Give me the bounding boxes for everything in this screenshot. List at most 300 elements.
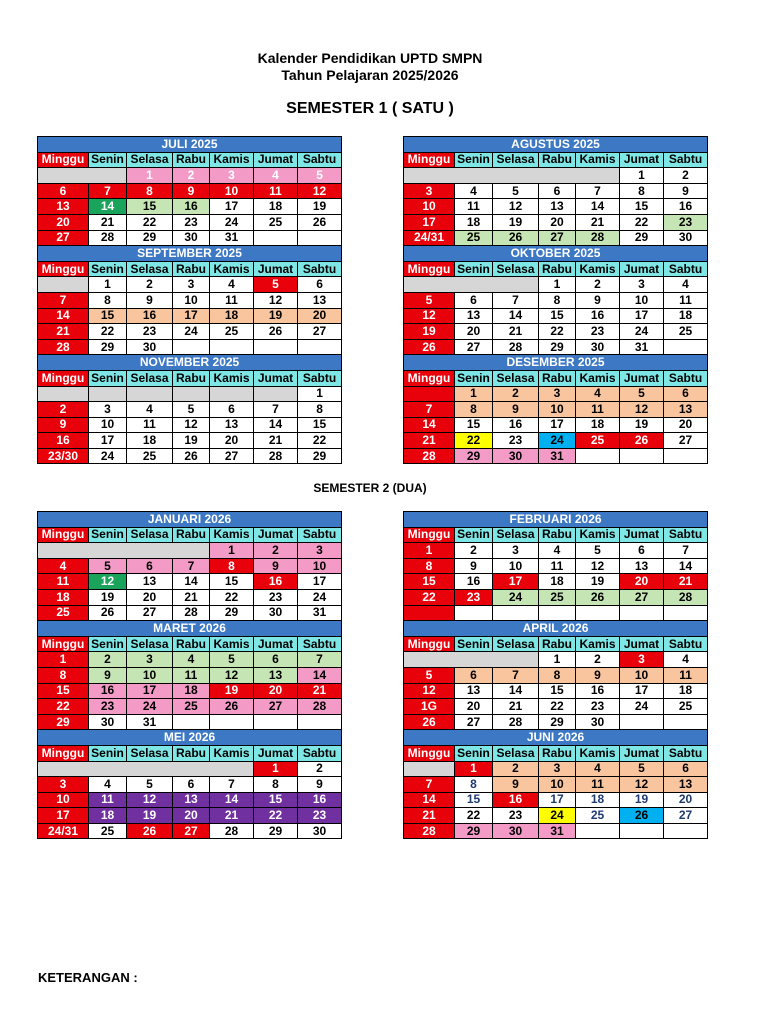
empty-cell bbox=[576, 605, 620, 621]
week-row bbox=[38, 448, 342, 464]
date-cell: 13 bbox=[38, 199, 89, 215]
month-title: MEI 2026 bbox=[38, 730, 342, 746]
date-cell: 29 bbox=[455, 448, 493, 464]
date-cell: 26 bbox=[620, 433, 664, 449]
date-cell: 8 bbox=[89, 292, 127, 308]
date-cell: 9 bbox=[89, 667, 127, 683]
date-cell: 21 bbox=[210, 808, 254, 824]
date-cell: 26 bbox=[404, 339, 455, 355]
date-cell: 14 bbox=[173, 574, 210, 590]
empty-cell bbox=[620, 823, 664, 839]
date-cell: 28 bbox=[173, 605, 210, 621]
date-cell: 23 bbox=[127, 324, 173, 340]
day-header-kamis: Kamis bbox=[210, 261, 254, 277]
date-cell: 3 bbox=[493, 543, 539, 559]
week-row bbox=[404, 277, 708, 293]
date-cell: 2 bbox=[493, 386, 539, 402]
week-row bbox=[404, 761, 708, 777]
date-cell: 1 bbox=[210, 543, 254, 559]
date-cell: 2 bbox=[664, 168, 708, 184]
date-cell: 13 bbox=[127, 574, 173, 590]
date-cell: 24 bbox=[298, 589, 342, 605]
date-cell: 14 bbox=[664, 558, 708, 574]
date-cell: 11 bbox=[38, 574, 89, 590]
date-cell: 2 bbox=[493, 761, 539, 777]
empty-cell bbox=[576, 823, 620, 839]
date-cell: 25 bbox=[664, 699, 708, 715]
empty-cell bbox=[254, 230, 298, 246]
date-cell: 24 bbox=[493, 589, 539, 605]
date-cell: 25 bbox=[210, 324, 254, 340]
date-cell: 10 bbox=[539, 402, 576, 418]
date-cell: 29 bbox=[38, 714, 89, 730]
date-cell: 6 bbox=[620, 543, 664, 559]
date-cell: 26 bbox=[89, 605, 127, 621]
date-cell: 8 bbox=[210, 558, 254, 574]
week-row bbox=[404, 386, 708, 402]
day-header-senin: Senin bbox=[455, 745, 493, 761]
date-cell: 15 bbox=[620, 199, 664, 215]
date-cell: 17 bbox=[404, 214, 455, 230]
day-header-kamis: Kamis bbox=[576, 527, 620, 543]
empty-cell bbox=[620, 448, 664, 464]
date-cell: 20 bbox=[254, 683, 298, 699]
week-row bbox=[404, 324, 708, 340]
day-header-sabtu: Sabtu bbox=[664, 636, 708, 652]
date-cell: 7 bbox=[664, 543, 708, 559]
date-cell: 30 bbox=[493, 448, 539, 464]
date-cell: 4 bbox=[173, 652, 210, 668]
date-cell: 30 bbox=[493, 823, 539, 839]
week-row bbox=[404, 777, 708, 793]
day-header-sabtu: Sabtu bbox=[664, 527, 708, 543]
date-cell: 3 bbox=[298, 543, 342, 559]
date-cell: 9 bbox=[127, 292, 173, 308]
day-header-sabtu: Sabtu bbox=[664, 152, 708, 168]
date-cell: 28 bbox=[210, 823, 254, 839]
date-cell: 10 bbox=[173, 292, 210, 308]
date-cell: 29 bbox=[539, 714, 576, 730]
date-cell: 29 bbox=[127, 230, 173, 246]
date-cell: 7 bbox=[254, 402, 298, 418]
date-cell: 30 bbox=[576, 714, 620, 730]
day-header-rabu: Rabu bbox=[539, 152, 576, 168]
date-cell: 18 bbox=[127, 433, 173, 449]
date-cell: 22 bbox=[38, 699, 89, 715]
day-header-minggu: Minggu bbox=[404, 745, 455, 761]
date-cell: 28 bbox=[493, 339, 539, 355]
day-header-jumat: Jumat bbox=[254, 261, 298, 277]
date-cell: 6 bbox=[664, 386, 708, 402]
date-cell: 11 bbox=[664, 292, 708, 308]
empty-cell bbox=[38, 761, 254, 777]
month-title: JANUARI 2026 bbox=[38, 512, 342, 528]
date-cell: 6 bbox=[173, 777, 210, 793]
date-cell: 23 bbox=[576, 699, 620, 715]
date-cell: 5 bbox=[620, 761, 664, 777]
date-cell: 30 bbox=[173, 230, 210, 246]
day-header-minggu: Minggu bbox=[38, 527, 89, 543]
date-cell: 22 bbox=[539, 324, 576, 340]
date-cell: 5 bbox=[127, 777, 173, 793]
date-cell: 22 bbox=[455, 808, 493, 824]
date-cell: 13 bbox=[173, 792, 210, 808]
date-cell: 11 bbox=[254, 183, 298, 199]
date-cell: 23 bbox=[89, 699, 127, 715]
week-row bbox=[404, 339, 708, 355]
date-cell: 28 bbox=[404, 823, 455, 839]
date-cell: 4 bbox=[210, 277, 254, 293]
week-row bbox=[404, 667, 708, 683]
date-cell: 6 bbox=[455, 292, 493, 308]
date-cell: 26 bbox=[210, 699, 254, 715]
date-cell: 12 bbox=[404, 683, 455, 699]
date-cell: 12 bbox=[620, 402, 664, 418]
date-cell: 20 bbox=[38, 214, 89, 230]
date-cell: 10 bbox=[493, 558, 539, 574]
legend-label: KETERANGAN : bbox=[38, 970, 138, 985]
date-cell: 1 bbox=[404, 543, 455, 559]
day-header-jumat: Jumat bbox=[254, 152, 298, 168]
date-cell: 19 bbox=[493, 214, 539, 230]
calendar-block-feb-apr-jun bbox=[403, 511, 708, 839]
week-row bbox=[404, 417, 708, 433]
date-cell: 20 bbox=[664, 417, 708, 433]
date-cell: 13 bbox=[455, 683, 493, 699]
date-cell: 28 bbox=[493, 714, 539, 730]
date-cell: 15 bbox=[455, 417, 493, 433]
week-row bbox=[38, 230, 342, 246]
day-header-selasa: Selasa bbox=[127, 370, 173, 386]
date-cell: 15 bbox=[539, 308, 576, 324]
semester-1-title: SEMESTER 1 ( SATU ) bbox=[286, 100, 454, 117]
date-cell: 19 bbox=[404, 324, 455, 340]
date-cell: 26 bbox=[298, 214, 342, 230]
date-cell: 18 bbox=[254, 199, 298, 215]
day-header-minggu: Minggu bbox=[404, 261, 455, 277]
date-cell: 1 bbox=[127, 168, 173, 184]
date-cell: 20 bbox=[620, 574, 664, 590]
day-header-senin: Senin bbox=[89, 527, 127, 543]
empty-cell bbox=[38, 168, 127, 184]
date-cell: 16 bbox=[254, 574, 298, 590]
date-cell: 9 bbox=[254, 558, 298, 574]
date-cell: 3 bbox=[539, 761, 576, 777]
day-header-minggu: Minggu bbox=[38, 745, 89, 761]
date-cell: 15 bbox=[38, 683, 89, 699]
date-cell: 13 bbox=[664, 402, 708, 418]
empty-cell bbox=[404, 168, 620, 184]
date-cell: 10 bbox=[210, 183, 254, 199]
week-row bbox=[404, 199, 708, 215]
date-cell: 27 bbox=[210, 448, 254, 464]
date-cell: 5 bbox=[254, 277, 298, 293]
date-cell: 12 bbox=[210, 667, 254, 683]
date-cell: 8 bbox=[404, 558, 455, 574]
week-row bbox=[38, 777, 342, 793]
date-cell: 21 bbox=[89, 214, 127, 230]
date-cell: 30 bbox=[576, 339, 620, 355]
date-cell: 10 bbox=[539, 777, 576, 793]
day-header-sabtu: Sabtu bbox=[298, 636, 342, 652]
date-cell: 15 bbox=[254, 792, 298, 808]
date-cell: 16 bbox=[38, 433, 89, 449]
date-cell: 25 bbox=[576, 808, 620, 824]
date-cell: 2 bbox=[254, 543, 298, 559]
date-cell: 21 bbox=[576, 214, 620, 230]
date-cell: 29 bbox=[455, 823, 493, 839]
date-cell: 8 bbox=[455, 402, 493, 418]
day-header-minggu: Minggu bbox=[38, 152, 89, 168]
week-row bbox=[38, 714, 342, 730]
day-header-rabu: Rabu bbox=[539, 636, 576, 652]
date-cell: 6 bbox=[539, 183, 576, 199]
date-cell: 13 bbox=[210, 417, 254, 433]
semester-2-title: SEMESTER 2 (DUA) bbox=[313, 481, 427, 495]
week-row bbox=[404, 433, 708, 449]
date-cell: 25 bbox=[254, 214, 298, 230]
date-cell: 3 bbox=[539, 386, 576, 402]
date-cell: 12 bbox=[404, 308, 455, 324]
calendar-block-aug-oct-dec bbox=[403, 136, 708, 464]
date-cell: 24 bbox=[210, 214, 254, 230]
week-row bbox=[38, 292, 342, 308]
date-cell: 1 bbox=[38, 652, 89, 668]
date-cell: 13 bbox=[620, 558, 664, 574]
date-cell: 4 bbox=[127, 402, 173, 418]
date-cell: 20 bbox=[173, 808, 210, 824]
day-header-rabu: Rabu bbox=[539, 745, 576, 761]
date-cell: 24 bbox=[620, 699, 664, 715]
empty-cell bbox=[298, 339, 342, 355]
date-cell: 28 bbox=[576, 230, 620, 246]
date-cell: 11 bbox=[539, 558, 576, 574]
date-cell: 3 bbox=[620, 277, 664, 293]
day-header-selasa: Selasa bbox=[493, 152, 539, 168]
date-cell: 6 bbox=[664, 761, 708, 777]
date-cell: 11 bbox=[664, 667, 708, 683]
day-header-selasa: Selasa bbox=[493, 636, 539, 652]
day-header-sabtu: Sabtu bbox=[298, 745, 342, 761]
document-title: Kalender Pendidikan UPTD SMPN bbox=[257, 50, 483, 66]
date-cell: 12 bbox=[576, 558, 620, 574]
date-cell: 18 bbox=[455, 214, 493, 230]
date-cell: 19 bbox=[254, 308, 298, 324]
date-cell: 16 bbox=[664, 199, 708, 215]
date-cell: 7 bbox=[404, 402, 455, 418]
empty-cell bbox=[404, 761, 455, 777]
empty-cell bbox=[173, 714, 210, 730]
day-header-rabu: Rabu bbox=[173, 745, 210, 761]
date-cell: 27 bbox=[455, 339, 493, 355]
date-cell: 23 bbox=[254, 589, 298, 605]
date-cell: 11 bbox=[89, 792, 127, 808]
date-cell: 9 bbox=[493, 777, 539, 793]
date-cell: 11 bbox=[455, 199, 493, 215]
date-cell: 14 bbox=[38, 308, 89, 324]
date-cell: 28 bbox=[89, 230, 127, 246]
date-cell: 17 bbox=[298, 574, 342, 590]
date-cell: 4 bbox=[664, 277, 708, 293]
date-cell: 7 bbox=[89, 183, 127, 199]
date-cell: 27 bbox=[539, 230, 576, 246]
date-cell: 5 bbox=[210, 652, 254, 668]
date-cell: 13 bbox=[298, 292, 342, 308]
date-cell: 16 bbox=[493, 417, 539, 433]
date-cell: 24 bbox=[539, 808, 576, 824]
date-cell: 3 bbox=[210, 168, 254, 184]
date-cell: 24 bbox=[127, 699, 173, 715]
date-cell: 26 bbox=[493, 230, 539, 246]
empty-cell bbox=[38, 543, 210, 559]
date-cell: 10 bbox=[620, 292, 664, 308]
day-header-sabtu: Sabtu bbox=[298, 152, 342, 168]
day-header-jumat: Jumat bbox=[254, 636, 298, 652]
date-cell: 2 bbox=[298, 761, 342, 777]
date-cell: 4 bbox=[539, 543, 576, 559]
date-cell: 19 bbox=[620, 417, 664, 433]
date-cell: 9 bbox=[493, 402, 539, 418]
date-cell: 18 bbox=[664, 308, 708, 324]
date-cell: 23 bbox=[493, 808, 539, 824]
day-header-senin: Senin bbox=[455, 261, 493, 277]
empty-cell bbox=[298, 230, 342, 246]
date-cell: 25 bbox=[89, 823, 127, 839]
date-cell: 21 bbox=[493, 324, 539, 340]
date-cell: 10 bbox=[127, 667, 173, 683]
date-cell: 20 bbox=[539, 214, 576, 230]
date-cell: 17 bbox=[620, 683, 664, 699]
month-title: FEBRUARI 2026 bbox=[404, 512, 708, 528]
day-header-minggu: Minggu bbox=[38, 636, 89, 652]
date-cell: 2 bbox=[576, 652, 620, 668]
date-cell: 8 bbox=[38, 667, 89, 683]
date-cell: 5 bbox=[404, 667, 455, 683]
date-cell: 6 bbox=[254, 652, 298, 668]
date-cell: 29 bbox=[620, 230, 664, 246]
date-cell: 10 bbox=[89, 417, 127, 433]
date-cell: 29 bbox=[210, 605, 254, 621]
date-cell: 1 bbox=[89, 277, 127, 293]
empty-cell bbox=[38, 277, 89, 293]
week-row bbox=[38, 792, 342, 808]
date-cell: 6 bbox=[455, 667, 493, 683]
empty-cell bbox=[210, 714, 254, 730]
week-row bbox=[38, 168, 342, 184]
week-row bbox=[38, 433, 342, 449]
empty-cell bbox=[664, 605, 708, 621]
date-cell: 7 bbox=[298, 652, 342, 668]
day-header-senin: Senin bbox=[89, 152, 127, 168]
date-cell: 14 bbox=[254, 417, 298, 433]
date-cell: 13 bbox=[664, 777, 708, 793]
date-cell: 2 bbox=[455, 543, 493, 559]
date-cell: 7 bbox=[38, 292, 89, 308]
empty-cell bbox=[493, 605, 539, 621]
day-header-jumat: Jumat bbox=[620, 527, 664, 543]
date-cell: 19 bbox=[298, 199, 342, 215]
school-year: Tahun Pelajaran 2025/2026 bbox=[281, 67, 459, 83]
day-header-minggu: Minggu bbox=[404, 152, 455, 168]
date-cell: 28 bbox=[254, 448, 298, 464]
date-cell: 15 bbox=[404, 574, 455, 590]
day-header-jumat: Jumat bbox=[254, 745, 298, 761]
week-row bbox=[38, 324, 342, 340]
date-cell: 5 bbox=[173, 402, 210, 418]
week-row bbox=[404, 183, 708, 199]
date-cell: 5 bbox=[404, 292, 455, 308]
date-cell: 16 bbox=[89, 683, 127, 699]
date-cell: 19 bbox=[127, 808, 173, 824]
date-cell: 23 bbox=[173, 214, 210, 230]
date-cell: 9 bbox=[298, 777, 342, 793]
day-header-sabtu: Sabtu bbox=[298, 527, 342, 543]
date-cell: 16 bbox=[455, 574, 493, 590]
date-cell: 9 bbox=[455, 558, 493, 574]
week-row bbox=[38, 699, 342, 715]
date-cell: 21 bbox=[493, 699, 539, 715]
week-row bbox=[38, 808, 342, 824]
date-cell: 4 bbox=[38, 558, 89, 574]
date-cell: 16 bbox=[576, 683, 620, 699]
month-title: SEPTEMBER 2025 bbox=[38, 246, 342, 262]
date-cell: 23 bbox=[298, 808, 342, 824]
day-header-jumat: Jumat bbox=[620, 152, 664, 168]
empty-cell bbox=[210, 339, 254, 355]
date-cell: 9 bbox=[576, 667, 620, 683]
empty-cell bbox=[89, 386, 127, 402]
date-cell: 12 bbox=[254, 292, 298, 308]
date-cell: 2 bbox=[89, 652, 127, 668]
date-cell: 14 bbox=[89, 199, 127, 215]
date-cell: 9 bbox=[38, 417, 89, 433]
day-header-minggu: Minggu bbox=[38, 261, 89, 277]
date-cell: 18 bbox=[173, 683, 210, 699]
date-cell: 3 bbox=[620, 652, 664, 668]
date-cell: 1 bbox=[298, 386, 342, 402]
date-cell: 14 bbox=[404, 792, 455, 808]
empty-cell bbox=[173, 386, 210, 402]
date-cell: 28 bbox=[404, 448, 455, 464]
day-header-sabtu: Sabtu bbox=[298, 261, 342, 277]
date-cell: 22 bbox=[127, 214, 173, 230]
day-header-kamis: Kamis bbox=[210, 527, 254, 543]
date-cell: 17 bbox=[38, 808, 89, 824]
date-cell: 6 bbox=[210, 402, 254, 418]
date-cell: 27 bbox=[620, 589, 664, 605]
date-cell: 14 bbox=[404, 417, 455, 433]
week-row bbox=[38, 667, 342, 683]
date-cell: 27 bbox=[298, 324, 342, 340]
date-cell: 23 bbox=[664, 214, 708, 230]
date-cell: 7 bbox=[493, 667, 539, 683]
date-cell: 12 bbox=[173, 417, 210, 433]
date-cell: 25 bbox=[173, 699, 210, 715]
calendar-block-jan-mar-may bbox=[37, 511, 342, 839]
empty-cell bbox=[620, 605, 664, 621]
date-cell: 11 bbox=[576, 402, 620, 418]
date-cell: 14 bbox=[493, 308, 539, 324]
date-cell: 11 bbox=[210, 292, 254, 308]
week-row bbox=[38, 417, 342, 433]
week-row bbox=[38, 574, 342, 590]
date-cell: 11 bbox=[173, 667, 210, 683]
week-row bbox=[38, 386, 342, 402]
date-cell: 11 bbox=[576, 777, 620, 793]
day-header-kamis: Kamis bbox=[210, 636, 254, 652]
day-header-kamis: Kamis bbox=[576, 152, 620, 168]
day-header-selasa: Selasa bbox=[127, 261, 173, 277]
